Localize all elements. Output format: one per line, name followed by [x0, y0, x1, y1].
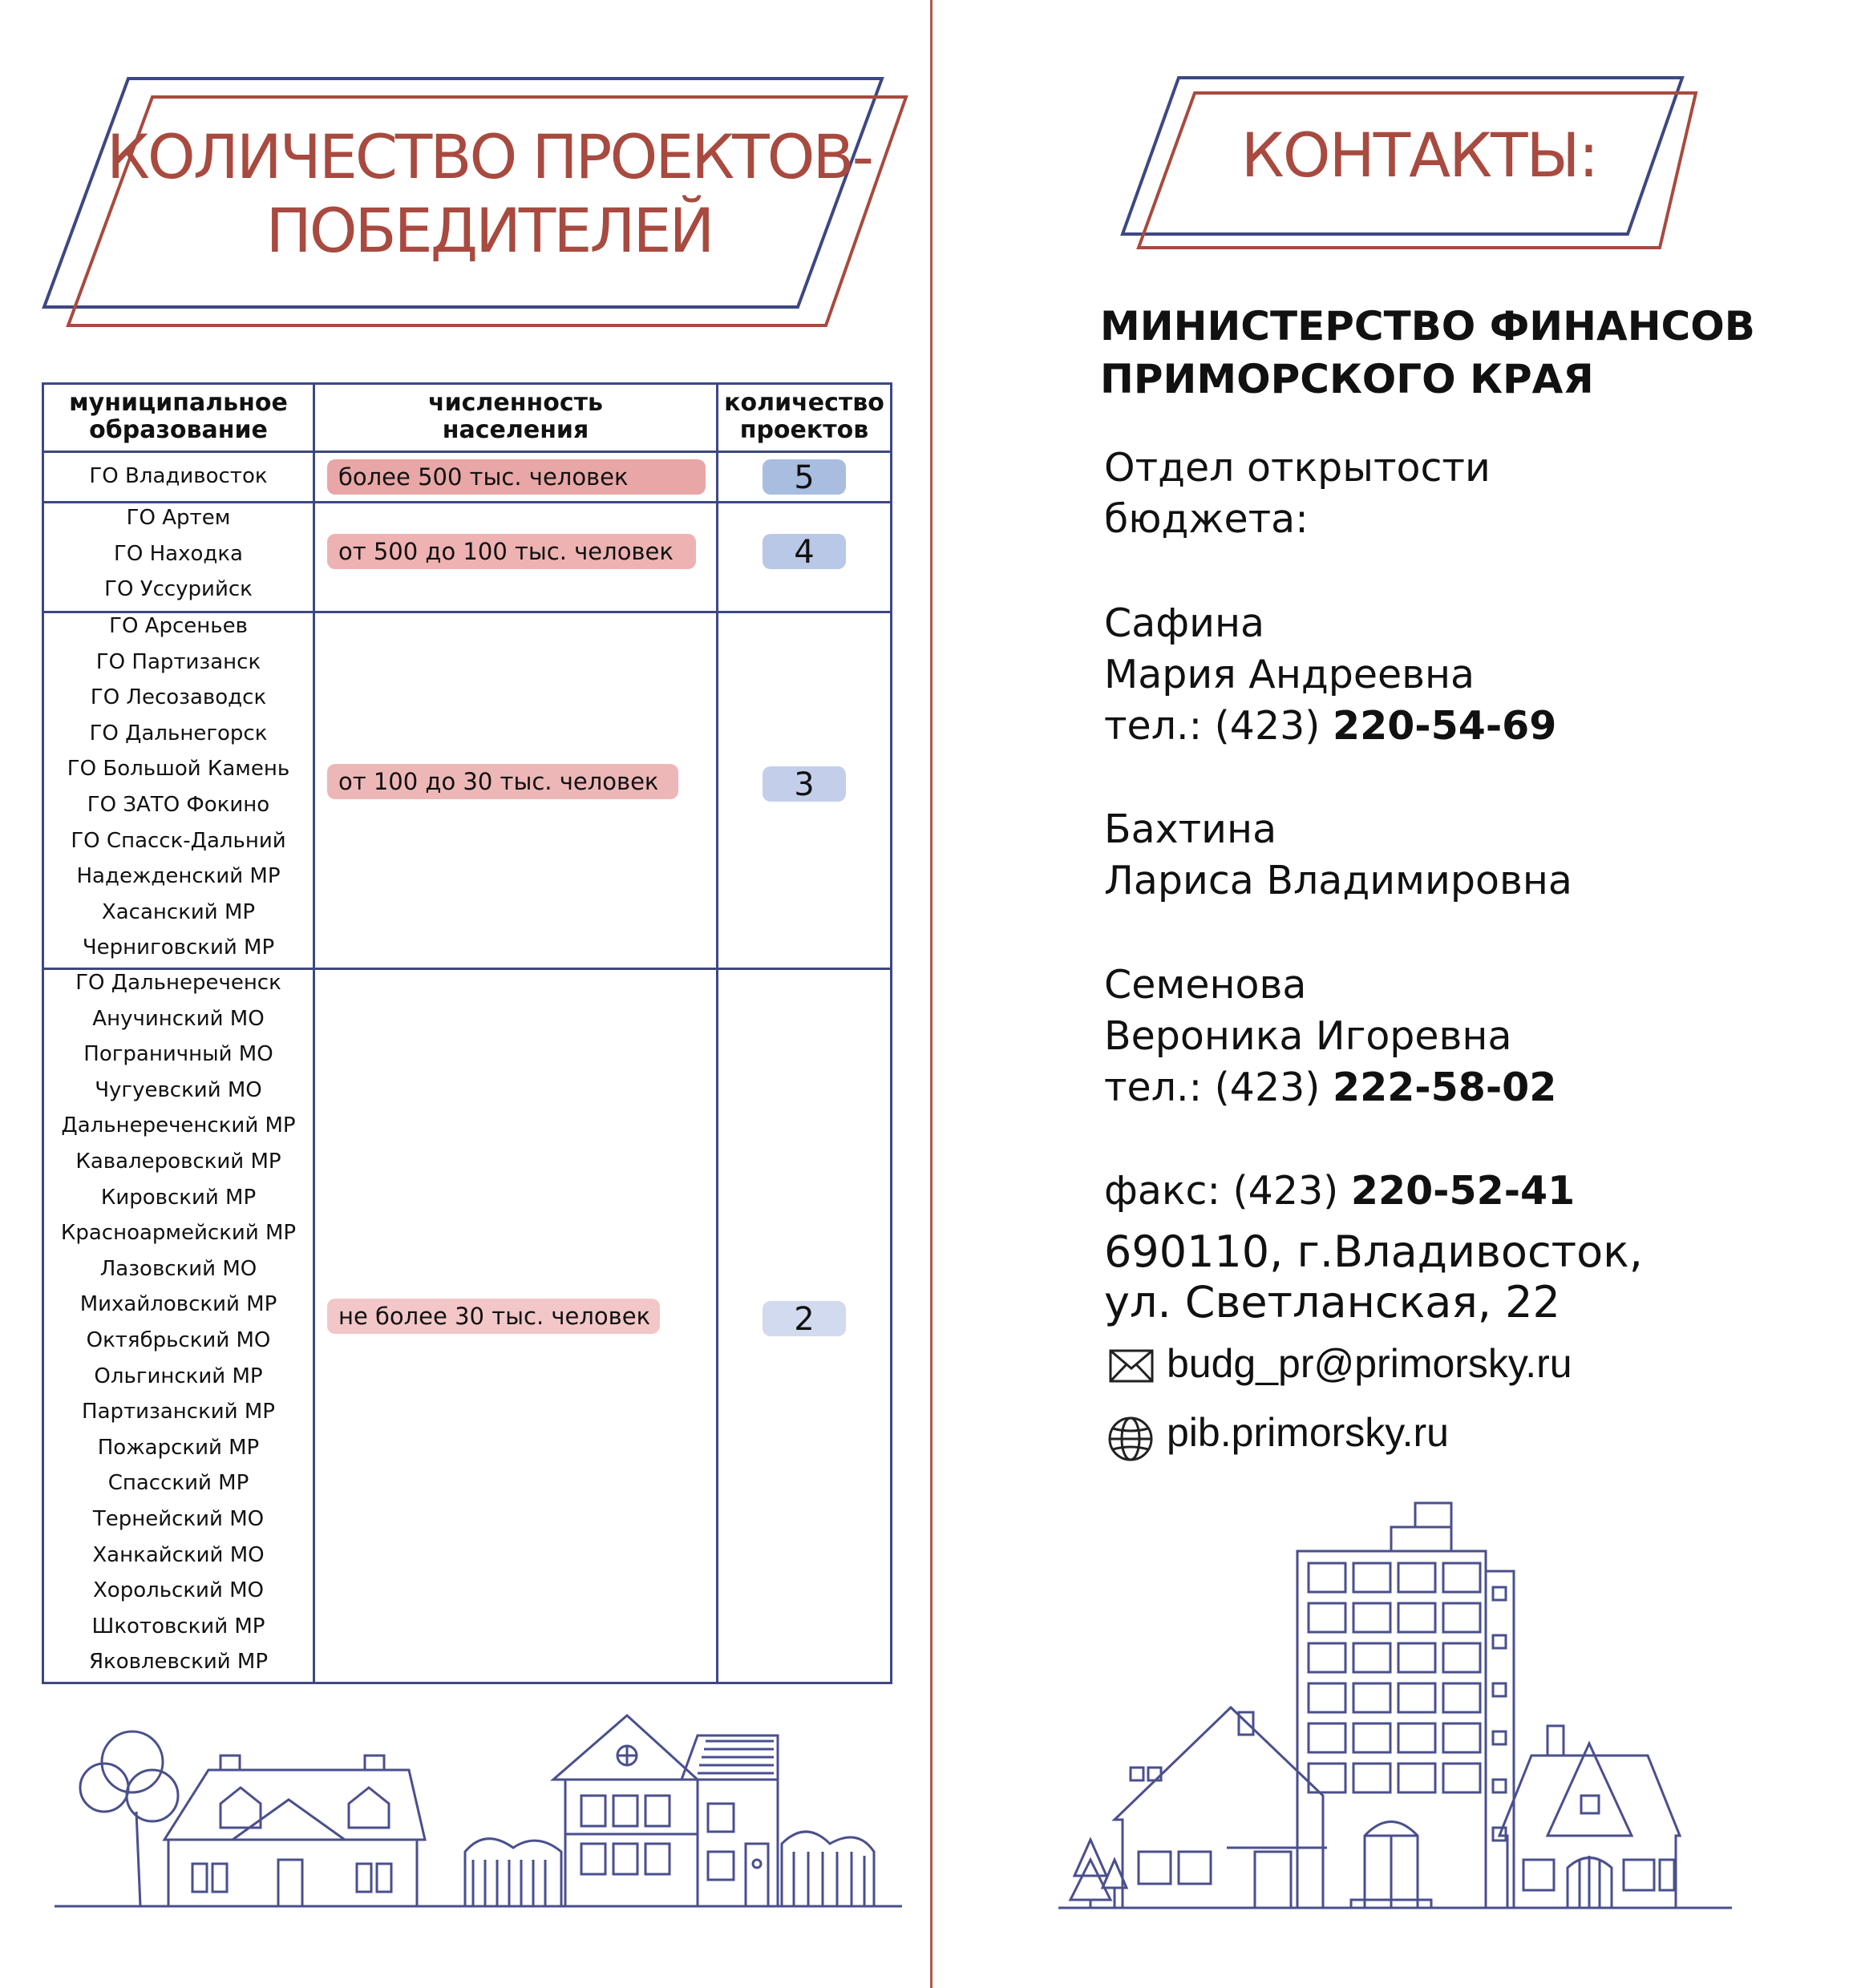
- group-4-names: [44, 965, 313, 1680]
- municipality-name: Пожарский МР: [97, 1435, 260, 1460]
- fax: факс: (423) 220-52-41: [1104, 1168, 1576, 1214]
- municipality-name: Черниговский МР: [82, 935, 275, 960]
- person3-phone: тел.: (423) 222-58-02: [1104, 1065, 1557, 1110]
- municipality-name: Красноармейский МР: [60, 1221, 297, 1246]
- municipality-name: ГО Дальнегорск: [89, 721, 268, 746]
- organization-name: МИНИСТЕРСТВО ФИНАНСОВ ПРИМОРСКОГО КРАЯ: [1100, 303, 1755, 402]
- header-municipality: муниципальное образование: [69, 389, 288, 444]
- projects-count-badge: 5: [763, 459, 846, 495]
- table-col-line: [313, 382, 315, 1684]
- municipality-name: ГО Партизанск: [95, 649, 261, 674]
- municipality-name: Ольгинский МР: [94, 1364, 263, 1388]
- table-row-line: [42, 451, 892, 453]
- population-badge: от 500 до 100 тыс. человек: [327, 534, 696, 569]
- population-badge: более 500 тыс. человек: [327, 459, 706, 495]
- municipality-name: Кировский МР: [100, 1185, 257, 1210]
- municipality-name: Октябрьский МО: [86, 1327, 271, 1352]
- municipality-name: Хорольский МО: [92, 1578, 265, 1603]
- projects-count-badge: 2: [763, 1301, 846, 1336]
- globe-icon: [1107, 1416, 1154, 1462]
- person1-name: Мария Андреевна: [1104, 652, 1475, 697]
- municipality-name: Тернейский МО: [92, 1506, 265, 1531]
- houses-illustration-left: [48, 1699, 914, 1916]
- address-line-1: 690110, г.Владивосток,: [1104, 1226, 1643, 1277]
- department-line-2: бюджета:: [1104, 496, 1309, 542]
- municipality-name: Хасанский МР: [101, 899, 256, 924]
- municipality-name: Дальнереченский МР: [61, 1113, 296, 1138]
- mail-icon: [1109, 1349, 1154, 1383]
- municipality-name: Партизанский МР: [82, 1400, 275, 1424]
- municipality-name: Надежденский МР: [76, 864, 281, 889]
- population-badge: не более 30 тыс. человек: [327, 1299, 660, 1334]
- projects-count-badge: 4: [763, 534, 846, 569]
- municipality-name: ГО Арсеньев: [109, 614, 248, 638]
- municipality-name: ГО Большой Камень: [67, 757, 290, 782]
- municipality-name: ГО Находка: [114, 541, 243, 566]
- municipality-name: Чугуевский МО: [95, 1077, 262, 1102]
- municipality-name: ГО Лесозаводск: [90, 685, 267, 710]
- municipality-name: ГО Владивосток: [89, 464, 268, 488]
- table-col-line: [716, 382, 718, 1684]
- group-1-names: [44, 459, 313, 495]
- person2-surname: Бахтина: [1104, 806, 1277, 852]
- person3-name: Вероника Игоревна: [1104, 1013, 1512, 1059]
- municipality-name: ГО ЗАТО Фокино: [87, 792, 270, 817]
- buildings-illustration-right: [1050, 1483, 1740, 1916]
- group-3-names: [44, 608, 313, 966]
- municipality-name: ГО Артем: [126, 506, 231, 530]
- person1-surname: Сафина: [1104, 600, 1265, 646]
- projects-count-badge: 3: [763, 766, 846, 802]
- municipality-name: Пограничный МО: [83, 1042, 273, 1067]
- municipality-name: Яковлевский МР: [88, 1650, 269, 1675]
- header-population: численность населения: [428, 389, 603, 444]
- email-link[interactable]: budg_pr@primorsky.ru: [1167, 1341, 1572, 1386]
- municipality-name: ГО Дальнереченск: [75, 971, 281, 995]
- municipality-name: Спасский МР: [107, 1471, 249, 1496]
- municipality-name: Лазовский МО: [99, 1256, 257, 1281]
- municipality-name: ГО Уссурийск: [104, 577, 253, 602]
- municipality-name: Шкотовский МР: [91, 1614, 265, 1638]
- contacts-title: КОНТАКТЫ:: [1240, 119, 1598, 191]
- website-link[interactable]: pib.primorsky.ru: [1167, 1410, 1449, 1455]
- address-line-2: ул. Светланская, 22: [1104, 1277, 1560, 1327]
- population-badge: от 100 до 30 тыс. человек: [327, 764, 678, 799]
- municipality-name: ГО Спасск-Дальний: [71, 828, 286, 853]
- municipality-name: Михайловский МР: [79, 1292, 277, 1317]
- person1-phone: тел.: (423) 220-54-69: [1104, 703, 1557, 749]
- municipality-name: Кавалеровский МР: [75, 1149, 281, 1174]
- municipality-name: Анучинский МО: [92, 1006, 265, 1031]
- group-2-names: [44, 500, 313, 608]
- municipality-name: Ханкайский МО: [92, 1542, 265, 1567]
- department-line-1: Отдел открытости: [1104, 445, 1491, 491]
- person2-name: Лариса Владимировна: [1104, 858, 1572, 903]
- person3-surname: Семенова: [1104, 962, 1307, 1008]
- header-projects-count: количество проектов: [724, 389, 884, 444]
- winners-count-title: КОЛИЧЕСТВО ПРОЕКТОВ- ПОБЕДИТЕЛЕЙ: [106, 121, 872, 266]
